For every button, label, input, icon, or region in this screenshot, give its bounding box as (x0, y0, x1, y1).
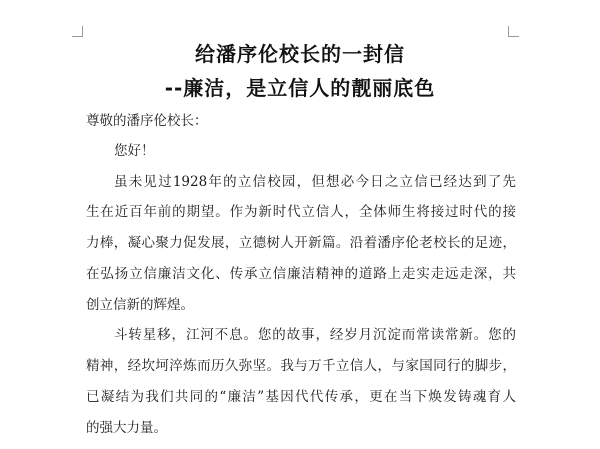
page-margin-corner-mark (508, 26, 519, 37)
paragraph-2-line: 的强大力量。 (86, 420, 167, 436)
paragraph-1-line: 力棒，凝心聚力促发展，立德树人开新篇。沿着潘序伦老校长的足迹， (86, 235, 516, 251)
document-subtitle: --廉洁，是立信人的靓丽底色 (164, 76, 436, 100)
paragraph-2-line: 已凝结为我们共同的“廉洁”基因代代传承，更在当下焕发铸魂育人 (86, 389, 516, 405)
salutation: 尊敬的潘序伦校长： (86, 113, 208, 129)
paragraph-1-line: 虽未见过1928年的立信校园，但想必今日之立信已经达到了先 (114, 174, 516, 190)
paragraph-2-line: 斗转星移，江河不息。您的故事，经岁月沉淀而常读常新。您的 (114, 327, 516, 343)
document-title: 给潘序伦校长的一封信 (195, 42, 405, 66)
page-margin-corner-mark (72, 26, 83, 37)
paragraph-1-line: 生在近百年前的期望。作为新时代立信人，全体师生将接过时代的接 (86, 204, 516, 220)
greeting: 您好！ (114, 143, 155, 159)
paragraph-2-line: 精神，经坎坷淬炼而历久弥坚。我与万千立信人，与家国同行的脚步， (86, 358, 516, 374)
paragraph-1-line: 创立信新的辉煌。 (86, 297, 194, 313)
paragraph-1-line: 在弘扬立信廉洁文化、传承立信廉洁精神的道路上走实走远走深，共 (86, 266, 516, 282)
